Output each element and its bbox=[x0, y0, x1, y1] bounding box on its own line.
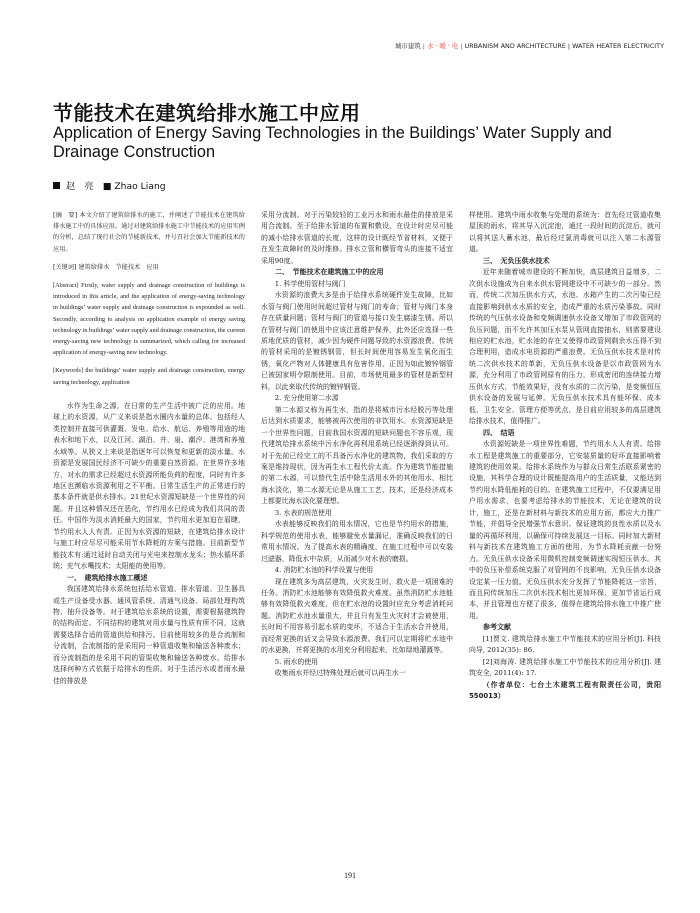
author-name: 赵 亮 ■ Zhao Liang bbox=[66, 181, 166, 192]
paragraph: 现在建筑多为高层建筑，火灾发生时，救火是一项困难的任务。消防贮水池能够有效降低救火难度。虽然消防贮水池能够有效降低救火难度，但在贮水池的设置时应充分考虑消耗问题。消防贮水池水量很大，并且只有发生火灾时才会被使用，长时间不用容易引起水质的变坏，不适合于生活水合并使用，而经常更换的话又会导致水源浪费。我们可以定期将贮水池中的水更换，并将更换的水用充分利用起来，比如绿地灌溉等。 bbox=[261, 577, 453, 655]
page-number: 191 bbox=[344, 871, 356, 880]
paragraph: 样使用。建筑中雨水收集与处理的系统为：首先经过管道收集屋顶的雨水，将其导入沉淀池，通过一段时间的沉淀后，就可以将其送入蓄水池，最后经过氯消毒就可以注入第二水源管道。 bbox=[469, 211, 661, 254]
keywords-en: [Keywords] the buildings’ water supply and drainage construction, energy saving technology, application bbox=[53, 367, 245, 386]
paragraph: 第二水源又称为再生水，指的是将城市污水经脱污等处理后达到水质要求，能够被再次使用的非饮用水。水资源短缺是一个世界性问题，目前我国水资源的短缺问题也不容乐观，现代建筑给排水系统中污水净化再利用系统已经逐渐得到认可。对于先前已经完工的不具备污水净化的建筑物，我们采取的方案是维持现状，因为再生水工程代价太高。作为建筑节能措施的第二水源，可以替代生活中除生活用水外的其他用水，相比海水淡化，第二水源无论是从施工工艺，技术，还是经济成本上都要比海水淡化要理想。 bbox=[261, 405, 453, 506]
section-heading-2: 二、 节能技术在建筑施工中的应用 bbox=[275, 268, 384, 277]
subheading: 2. 充分使用第二水源 bbox=[274, 394, 339, 403]
paragraph: 收集雨水并经过特殊处理后就可以再生水一 bbox=[274, 669, 406, 678]
paragraph: 采用分流制。对于污染较轻的工业污水和雨水最佳的排放是采用合流制。至于给排水管道的布置和敷设，在设计时应尽可能的减小给排水管道的长度，这样的设计既经节省材料，又便于在发生故障时的及时维修。排水立管和横管弯头的连接不适宜采用90度。 bbox=[261, 211, 453, 265]
section-heading-4: 四、 结语 bbox=[483, 428, 515, 437]
header-cn-accent: | 水 · 暖 · 电 | bbox=[422, 42, 463, 50]
subheading: 4. 消防贮水池的科学设置与使用 bbox=[274, 566, 374, 575]
section-heading-3: 三、 无负压供水技术 bbox=[483, 256, 550, 265]
running-header bbox=[395, 41, 664, 50]
abstract-en: [Abstract] Firstly, water supply and drainage construction of buildings is introduced in this article, and the application of energy-saving technology in buildings’ water supply and drainage construction is expounded as well. Secondly, according to analysis on application example of energy saving technology in buildings’ water supply and drainage construction, the current energy-saving new technology is summarized, which calling for increased application of energy-saving new technology. bbox=[53, 282, 245, 357]
section-heading-1: 一、 建筑给排水施工概述 bbox=[67, 573, 148, 582]
subheading: 5. 雨水的使用 bbox=[274, 657, 319, 666]
column-3 bbox=[469, 210, 661, 702]
references-heading: 参考文献 bbox=[483, 623, 511, 632]
paragraph: 水表能够反映我们的用水情况，它也是节约用水的措施，科学规范的使用水表，能够避免水量漏记，准确反映我们的日常用水情况。为了提高水表的精确度，在施工过程中可以安装过滤器、降低水中杂质，从而减少对水表的磨损。 bbox=[261, 520, 453, 563]
reference-item: [1]贾文. 建筑给排水施工中节能技术的应用分析[J]. 科技向导, 2012(35): 86. bbox=[469, 634, 661, 655]
reference-item: [2]刘海涛. 建筑给排水施工中节能技术的应用分析[J]. 建筑安全, 2011(4): 17. bbox=[469, 657, 661, 678]
author-affiliation: （作者单位：七台土木建筑工程有限责任公司，贵阳 550013） bbox=[469, 680, 661, 701]
header-cn-prefix: 城市建筑 bbox=[395, 42, 421, 50]
paragraph: 水资源的浪费大多是由于给排水系统硬件发生故障，比如水管与阀门使用时间超过管材与阀门的寿命；管材与阀门本身存在质量问题；管材与阀门的管道与接口发生腐漆生锈。所以在管材与阀门的使用中应该注意维护保养，此外还应选择一些质地优质的管材，减少因为硬件问题导致的水资源浪费。传统的管材采用的是镀锈钢管，但长时间使用容易发生氧化而生锈，氧化产物对人体健康具有危害作用，正因为如此镀锌钢管已被国家明令限制使用。目前，市场使用最多的管材是新型材料，以此来取代传统的镀锌钢管。 bbox=[261, 291, 453, 391]
intro-paragraph: 水作为生命之源，在日常的生产生活中被广泛的应用。地球上的水资源，从广义来说是指水圈内水量的总体。包括经人类控制并直接可供灌溉、发电、给水、航运、养殖等用途的地表水和地下水，以及江河、湖泊、井、泉、潮汐、港湾和养殖水域等。从狭义上来说是指逐年可以恢复和更新的淡水量。水资源是发展国民经济不可缺少的重要自然资源。在世界许多地方，对水的需求已经超过水资源所能负荷的程度，同时有许多地区也濒临水资源利用之不平衡。日常生活生产的正常进行的基本条件就是供水排水。21世纪水资源短缺是一个世界性的问题。并且这种情况还在恶化，节约用水已经成为我们共同的责任。中国作为淡水消耗最大的国家，节约用水更加迫在眉睫，节约用水人人有责。正因为水资源的短缺，在建筑给排水设计与施工时应尽尽可能采用节水降耗的方案与措施。目前新型节能技术有:通过延时自动关闭与光电来控制水龙头；热水循环系统；充气水嘴技术；太阳能的使用等。 bbox=[53, 401, 245, 571]
abstract-cn: [摘 要] 本文介绍了建筑给排水的施工，并阐述了节能技术在建筑给排水施工中的具体应用。通过对建筑给排水施工中节能技术的应用实例的分析，总结了现行社会的节能新技术，并号召社会加大节能新技术的应用。 bbox=[53, 212, 245, 253]
title-english: Application of Energy Saving Technologies in the Buildings’ Water Supply and Drainage Construction bbox=[53, 124, 612, 161]
subheading: 1. 科学使用管材与阀门 bbox=[274, 279, 346, 288]
column-1 bbox=[53, 210, 245, 687]
square-bullet-icon bbox=[53, 182, 60, 189]
paragraph: 水资源短缺是一项世界性难题，节约用水人人有责。给排水工程是建筑施工的重要部分，它安装质量的好坏直接影响着建筑的使用效果。给排水系统作为与群众日常生活联系紧密的设施，其科学合理的设计既能提高用户的生活质量，又能达到节约用水降低能耗的目的。在建筑施工过程中，不仅要满足用户用水需求，也要考虑给排水的节能技术，无论在建筑的设计，施工，还是在新材料与新技术的应用方面，都应大力推广节能，并倡导全民增强节水意识。保证建筑的良性水质以及水量的再循环利用，以确保可持续发展这一目标。同时加大新材料与新技术在建筑施工方面的使用，为节水降耗贡献一份努力。无负压供水设备采用微机控制变频调速实现恒压供水。其中的负压补偿系统克服了对管网的不良影响，无负压供水设备设定某一压力值。无负压供水充分发挥了节能降耗这一宗旨，而且同传统加压二次供水技术相比更加环保、更加节省运行成本，并且管理也方便了很多，值得在建筑给排水施工中推广使用。 bbox=[469, 440, 661, 620]
header-en: URBANISM AND ARCHITECTURE | WATER HEATER ELECTRICITY bbox=[464, 42, 664, 50]
paragraph: 我国建筑给排水系统包括给水管道、排水管道、卫生器具或生产设备受水器、通风管系统、清通气设备、局部处理构筑物、抽升设备等。对于建筑给水系统的设置，需要根据建筑物的结构而定。不同结构的建筑对用水量与性质有所不同，这就需要选择合适的管道供给和排污。目前使用较多的是合流制和分流制，合流制指的是采用同一种管道收集和输送各种废水；而分流制指的是采用不同的管渠收集和输送各种废水。给排水选择何种方式依据于给排水的性质。对于生活污水或者雨水最佳的排放是 bbox=[53, 585, 245, 685]
paragraph: 近年来随着城市建设的不断加快，高层建筑日益增多，二次供水设施成为自来水供水管网建设中不可缺少的一部分。然而，传统二次加压供水方式，水池、水箱产生的二次污染已经直接影响到供水水质的安全，造成严重的水质污染事故。同时传统的气压供水设备和变频调速供水设备又增加了市政管网的负压问题，而不允许其加压水泵从管网直接抽水，则需要建设相应的贮水池，贮水池的存在又使得市政管网剩余水压得不到合理利用，造成水电资源的严重浪费。无负压供水技术是对传统二次供水技术的革新，无负压供水设备是以市政管网为水源，充分利用了市政管网原有的压力，形成密闭的连续接力增压供水方式，节能效果好，没有水质的二次污染，是变频恒压供水设备的发展与延伸。无负压供水技术具有能环保、成本低、卫生安全、管理方便等优点，是目前应用较多的高层建筑给排水技术，值得推广。 bbox=[469, 268, 661, 426]
column-2 bbox=[261, 210, 453, 680]
keywords-cn: [关键词] 建筑给排水 节能技术 应用 bbox=[53, 263, 159, 271]
title-chinese: 节能技术在建筑给排水施工中应用 bbox=[53, 101, 361, 125]
subheading: 3. 水表的规范使用 bbox=[274, 508, 332, 517]
author-line bbox=[53, 178, 166, 192]
